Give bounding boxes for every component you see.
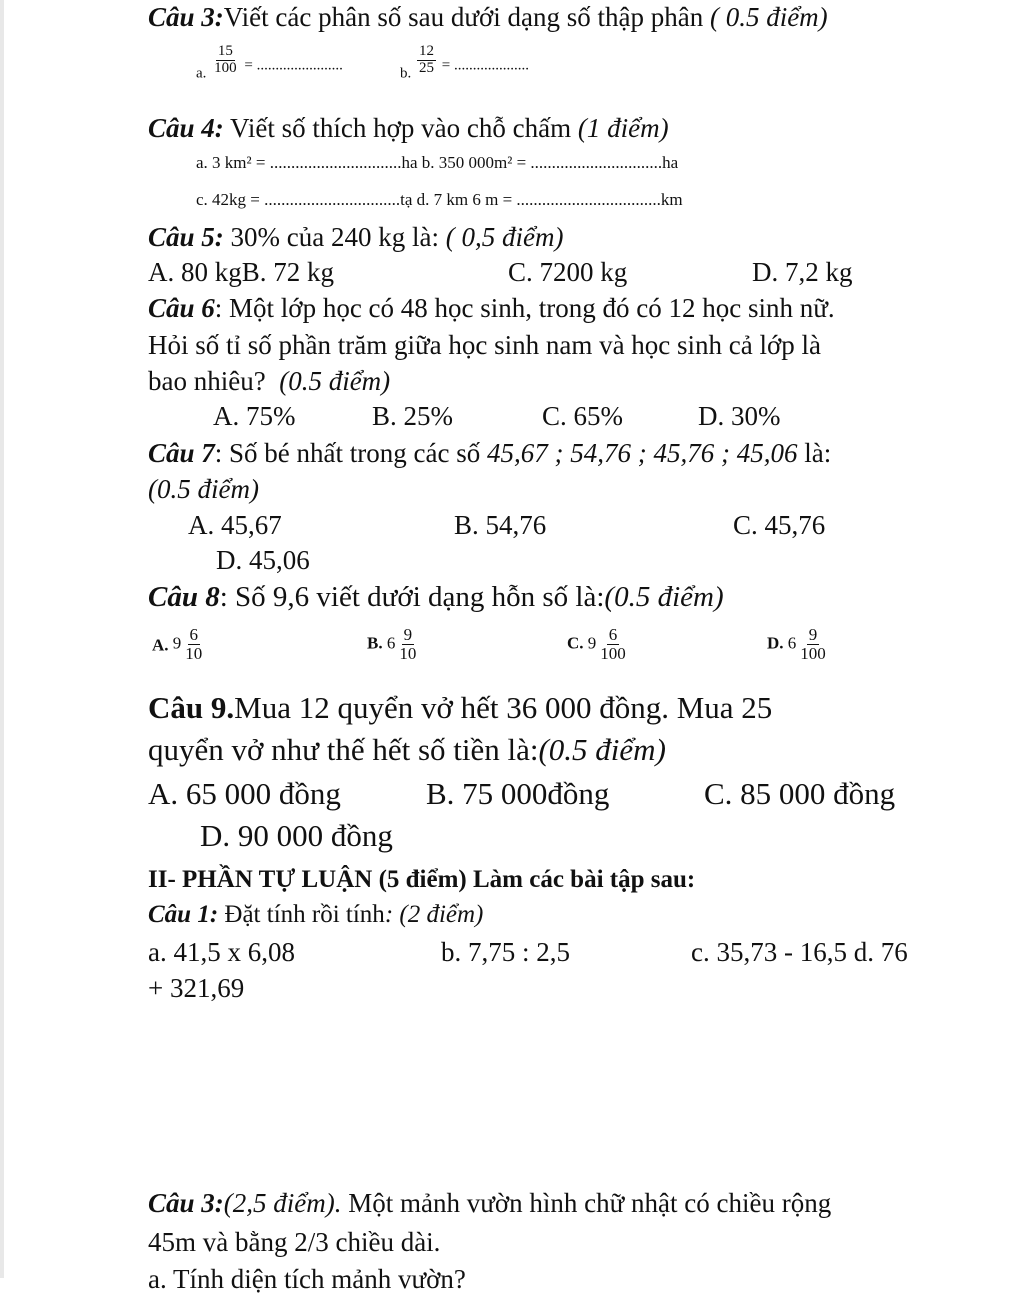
q4-text: Viết số thích hợp vào chỗ chấm [230,113,572,143]
q8-option-d-numerator: 9 [808,625,818,644]
q9-option-c: C. 85 000 đồng [704,776,896,811]
q6-line-3 [148,366,390,397]
essay1-text: Đặt tính rồi tính [224,901,385,928]
q8-option-b [367,626,420,663]
q3-a-numerator: 15 [217,43,233,59]
q4-points: (1 điểm) [577,113,669,143]
page-edge-shadow [0,0,4,1278]
q8-option-b-denominator: 10 [399,643,417,663]
q8-heading [148,581,724,614]
q8-option-c-label: C. [567,633,584,653]
q8-option-b-fraction [397,626,418,663]
q8-option-a-denominator: 10 [185,643,203,663]
q8-option-d-whole: 6 [787,633,797,653]
q8-option-c-whole: 9 [587,633,597,653]
q3-a-label: a. [196,65,207,82]
q3-a-fraction [212,44,239,77]
q6-title: Câu 6 [148,293,215,323]
q9-option-b: B. 75 000đồng [426,776,610,811]
q7-option-d: D. 45,06 [216,545,310,575]
q7-points-text: (0.5 điểm) [148,474,259,504]
q7-points [148,474,259,505]
q3-a-denominator: 100 [214,59,237,76]
q8-option-d-denominator: 100 [800,643,826,663]
q3-item-b [400,44,529,83]
essay3-line-2: 45m và bằng 2/3 chiều dài. [148,1227,441,1257]
q8-option-a-fraction [183,626,204,663]
q9-points: (0.5 điểm) [538,732,666,767]
q8-option-a-whole: 9 [172,633,182,653]
q5-text: 30% của 240 kg là: [230,222,439,252]
essay3-line-1 [148,1188,831,1219]
q4-heading [148,113,669,144]
essay3-title: Câu 3: [148,1188,224,1218]
q8-text: : Số 9,6 viết dưới dạng hỗn số là: [219,581,605,613]
q7-numbers: 45,67 ; 54,76 ; 45,76 ; 45,06 [486,438,798,468]
part2-heading: II- PHẦN TỰ LUẬN (5 điểm) Làm các bài tập sau: [148,866,696,893]
q9-text-1: Mua 12 quyển vở hết 36 000 đồng. Mua 25 [234,690,773,725]
q3-b-label: b. [400,65,412,82]
q9-title: Câu 9. [148,690,235,725]
essay1-item-a: a. 41,5 x 6,08 [148,937,295,967]
essay1-title: Câu 1: [148,901,219,928]
q8-option-b-numerator: 9 [403,625,413,644]
q3-item-a [196,44,343,83]
q3-text: Viết các phân số sau dưới dạng số thập phân [223,2,704,32]
q6-option-d: D. 30% [698,401,781,431]
q4-line-2: c. 42kg = ................................tạ d. 7 km 6 m = ..................................km [196,190,683,209]
q8-option-c [567,626,630,663]
q6-line-2: Hỏi số tỉ số phần trăm giữa học sinh nam và học sinh cả lớp là [148,330,822,360]
q8-option-d-label: D. [767,633,784,653]
q6-option-c: C. 65% [542,401,623,431]
q7-text: : Số bé nhất trong các số [214,438,481,468]
q9-line-2 [148,732,666,768]
essay3-points: (2,5 điểm). [223,1188,342,1218]
q5-points: ( 0,5 điểm) [445,222,564,252]
essay1-item-b: b. 7,75 : 2,5 [441,937,571,967]
q9-option-d: D. 90 000 đồng [200,818,393,853]
q3-b-blank: = .................... [441,57,529,74]
q8-points: (0.5 điểm) [604,581,724,613]
essay3-text-1: Một mảnh vườn hình chữ nhật có chiều rộng [348,1188,832,1218]
q5-option-ab: A. 80 kgB. 72 kg [148,257,335,287]
q7-tail: là: [804,438,832,468]
q7-option-c: C. 45,76 [733,510,826,540]
q8-option-a [152,626,206,663]
essay1-item-c: c. 35,73 - 16,5 d. 76 [691,937,908,967]
q5-option-c: C. 7200 kg [508,257,628,287]
q6-text-1: : Một lớp học có 48 học sinh, trong đó có 12 học sinh nữ. [214,293,835,323]
q9-text-2: quyển vở như thế hết số tiền là: [148,732,539,767]
q6-line-1 [148,293,835,324]
q3-heading [148,2,828,33]
essay1-points: : (2 điểm) [384,901,484,928]
q8-option-a-label: A. [152,635,169,655]
q7-title: Câu 7 [148,438,215,468]
q3-title: Câu 3: [148,2,224,32]
q3-b-fraction [417,44,436,77]
q9-option-a: A. 65 000 đồng [148,776,341,811]
q8-option-d-fraction [798,626,828,663]
essay1-heading [148,901,483,929]
q6-option-b: B. 25% [372,401,453,431]
q7-option-b: B. 54,76 [454,510,547,540]
q8-option-d [767,626,830,663]
q8-option-c-fraction [598,626,628,663]
q4-line-1: a. 3 km² = ...............................ha b. 350 000m² = ...............................ha [196,153,679,172]
q6-points: (0.5 điểm) [279,366,391,396]
q8-title: Câu 8 [148,581,220,613]
q8-option-c-denominator: 100 [600,643,626,663]
essay1-item-d-cont: + 321,69 [148,973,245,1003]
q8-option-b-whole: 6 [386,633,396,653]
q9-line-1 [148,690,772,726]
q3-a-blank: = ....................... [244,57,343,74]
q5-heading [148,222,563,253]
essay3-line-3: a. Tính diện tích mảnh vườn? [148,1264,466,1294]
q6-text-3: bao nhiêu? [148,366,266,396]
q8-option-a-numerator: 6 [189,625,199,644]
q5-option-d: D. 7,2 kg [752,257,853,287]
q7-option-a: A. 45,67 [188,510,282,540]
q8-option-c-numerator: 6 [608,625,618,644]
q7-line-1 [148,438,831,469]
q3-points: ( 0.5 điểm) [709,2,828,32]
q5-title: Câu 5: [148,222,224,252]
q3-b-numerator: 12 [419,43,434,59]
q4-title: Câu 4: [148,113,224,143]
q3-b-denominator: 25 [419,59,434,76]
q8-option-b-label: B. [367,633,383,653]
q6-option-a: A. 75% [213,401,296,431]
